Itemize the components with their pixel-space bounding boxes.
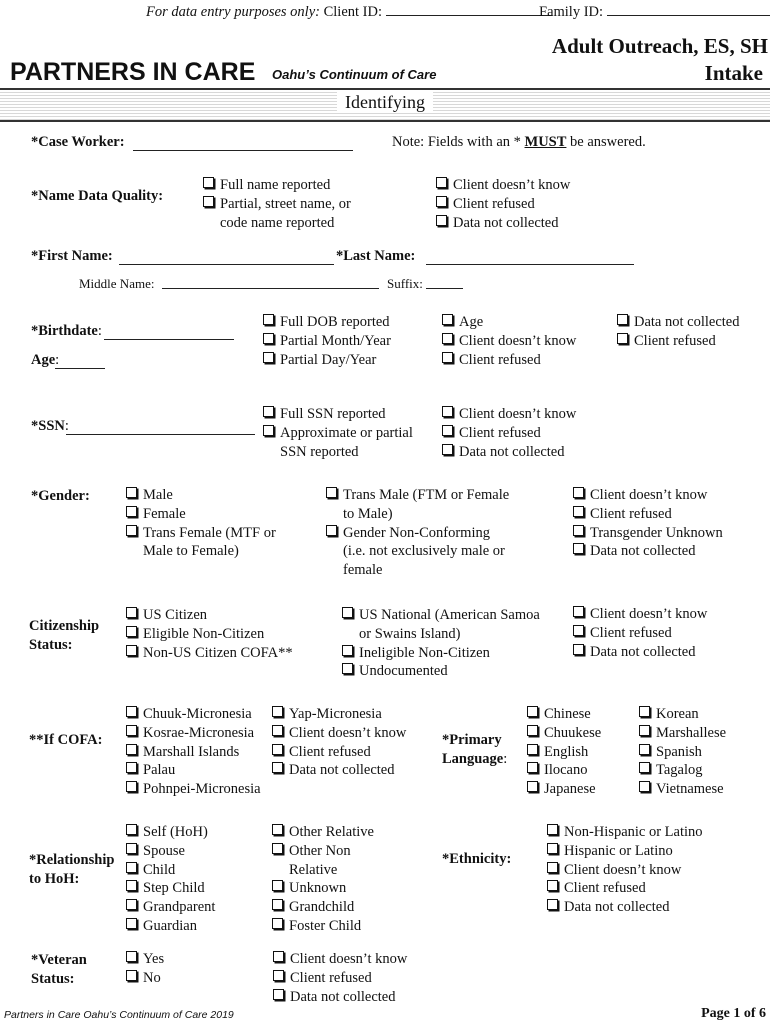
cofa-label: **If COFA: — [29, 732, 103, 748]
option-chinese[interactable]: Chinese — [527, 705, 601, 724]
checkbox[interactable] — [573, 525, 584, 536]
option-unknown[interactable]: Unknown — [272, 879, 374, 898]
checkbox[interactable] — [436, 215, 447, 226]
option-approximate-ssn[interactable]: Approximate or partial — [263, 424, 413, 443]
checkbox[interactable] — [442, 444, 453, 455]
checkbox[interactable] — [573, 487, 584, 498]
relationship-label: *Relationship to HoH: — [29, 852, 115, 887]
checkbox[interactable] — [273, 951, 284, 962]
cofa-col1 — [126, 705, 261, 799]
option-client-doesnt-know[interactable]: Client doesn’t know — [547, 861, 703, 880]
option-child[interactable]: Child — [126, 861, 215, 880]
option-client-refused[interactable]: Client refused — [573, 505, 723, 524]
checkbox[interactable] — [527, 744, 538, 755]
form-title-line1: Adult Outreach, ES, SH — [551, 34, 768, 58]
option-data-not-collected[interactable]: Data not collected — [573, 643, 707, 662]
option-eligible-non-citizen[interactable]: Eligible Non-Citizen — [126, 625, 293, 644]
primary-language-label: *Primary Language: — [442, 732, 508, 767]
option-data-not-collected[interactable]: Data not collected — [617, 313, 739, 332]
option-pohnpei[interactable]: Pohnpei-Micronesia — [126, 780, 261, 799]
option-partial-month-year[interactable]: Partial Month/Year — [263, 332, 391, 351]
checkbox[interactable] — [272, 744, 283, 755]
option-yes[interactable]: Yes — [126, 950, 164, 969]
option-full-ssn[interactable]: Full SSN reported — [263, 405, 413, 424]
option-gender-non-conforming-cont2: female — [343, 562, 383, 579]
option-client-refused[interactable]: Client refused — [547, 879, 703, 898]
required-note-prefix: Note: Fields with an * — [392, 134, 525, 150]
citizenship-col3 — [573, 605, 707, 661]
checkbox[interactable] — [342, 607, 353, 618]
option-data-not-collected[interactable]: Data not collected — [573, 542, 723, 561]
suffix-label: Suffix: — [387, 276, 423, 291]
option-partial-name-cont: code name reported — [220, 214, 335, 231]
section-title: Identifying — [337, 92, 433, 113]
checkbox[interactable] — [639, 706, 650, 717]
checkbox[interactable] — [273, 989, 284, 1000]
checkbox[interactable] — [617, 314, 628, 325]
relationship-col2 — [272, 823, 374, 936]
data-entry-line — [146, 3, 552, 21]
option-trans-female[interactable]: Trans Female (MTF or — [126, 524, 276, 543]
checkbox[interactable] — [442, 406, 453, 417]
option-client-refused[interactable]: Client refused — [436, 195, 570, 214]
option-other-non-relative[interactable]: Other Non — [272, 842, 374, 861]
required-note — [392, 134, 646, 151]
option-client-doesnt-know[interactable]: Client doesn’t know — [273, 950, 407, 969]
gender-col3 — [573, 486, 723, 561]
option-client-doesnt-know[interactable]: Client doesn’t know — [573, 486, 723, 505]
option-non-us-citizen-cofa[interactable]: Non-US Citizen COFA** — [126, 644, 293, 663]
veteran-col2 — [273, 950, 407, 1006]
birthdate-field[interactable] — [104, 327, 234, 340]
option-korean[interactable]: Korean — [639, 705, 726, 724]
required-note-suffix: be answered. — [566, 134, 646, 150]
option-female[interactable]: Female — [126, 505, 276, 524]
checkbox[interactable] — [126, 970, 137, 981]
section-banner — [0, 88, 770, 122]
checkbox[interactable] — [126, 951, 137, 962]
gender-col2 — [326, 486, 509, 580]
ssn-col1 — [263, 405, 413, 461]
required-note-must: MUST — [524, 134, 567, 150]
checkbox[interactable] — [126, 607, 137, 618]
checkbox[interactable] — [342, 645, 353, 656]
page-number: Page 1 of 6 — [701, 1006, 766, 1021]
checkbox[interactable] — [126, 880, 137, 891]
option-client-refused[interactable]: Client refused — [573, 624, 707, 643]
checkbox[interactable] — [573, 543, 584, 554]
option-us-citizen[interactable]: US Citizen — [126, 606, 293, 625]
client-id-label: Client ID: — [323, 4, 383, 20]
checkbox[interactable] — [527, 762, 538, 773]
checkbox[interactable] — [527, 706, 538, 717]
birthdate-label-line: *Birthdate: — [31, 323, 102, 339]
language-col1 — [527, 705, 601, 799]
checkbox[interactable] — [263, 425, 274, 436]
last-name-field[interactable] — [426, 252, 634, 265]
option-client-doesnt-know[interactable]: Client doesn’t know — [442, 405, 576, 424]
option-data-not-collected[interactable]: Data not collected — [272, 761, 406, 780]
checkbox[interactable] — [573, 625, 584, 636]
checkbox[interactable] — [272, 899, 283, 910]
cofa-col2 — [272, 705, 406, 780]
option-client-doesnt-know[interactable]: Client doesn’t know — [272, 724, 406, 743]
checkbox[interactable] — [126, 918, 137, 929]
option-client-refused[interactable]: Client refused — [617, 332, 739, 351]
family-id-label: Family ID: — [539, 4, 604, 20]
checkbox[interactable] — [272, 880, 283, 891]
option-spouse[interactable]: Spouse — [126, 842, 215, 861]
birthdate-col2 — [442, 313, 576, 369]
option-data-not-collected[interactable]: Data not collected — [547, 898, 703, 917]
option-client-refused[interactable]: Client refused — [272, 743, 406, 762]
option-grandchild[interactable]: Grandchild — [272, 898, 374, 917]
checkbox[interactable] — [547, 899, 558, 910]
option-grandparent[interactable]: Grandparent — [126, 898, 215, 917]
checkbox[interactable] — [126, 706, 137, 717]
checkbox[interactable] — [126, 762, 137, 773]
option-chuukese[interactable]: Chuukese — [527, 724, 601, 743]
checkbox[interactable] — [326, 525, 337, 536]
checkbox[interactable] — [272, 824, 283, 835]
checkbox[interactable] — [272, 762, 283, 773]
option-palau[interactable]: Palau — [126, 761, 261, 780]
option-other-relative[interactable]: Other Relative — [272, 823, 374, 842]
checkbox[interactable] — [126, 487, 137, 498]
first-name-field[interactable] — [119, 252, 334, 265]
checkbox[interactable] — [639, 781, 650, 792]
option-yap[interactable]: Yap-Micronesia — [272, 705, 406, 724]
name-quality-col1 — [203, 176, 351, 232]
gender-col1 — [126, 486, 276, 561]
client-id-field[interactable] — [386, 3, 552, 16]
gender-label: *Gender: — [31, 488, 90, 504]
checkbox[interactable] — [547, 862, 558, 873]
last-name-label: *Last Name: — [336, 248, 416, 264]
family-id-field[interactable] — [607, 3, 770, 16]
birthdate-col1 — [263, 313, 391, 369]
citizenship-label: Citizenship Status: — [29, 618, 100, 653]
option-self-hoh[interactable]: Self (HoH) — [126, 823, 215, 842]
ethnicity-label: *Ethnicity: — [442, 851, 512, 867]
option-gender-non-conforming-cont1: (i.e. not exclusively male or — [343, 543, 505, 560]
checkbox[interactable] — [527, 725, 538, 736]
checkbox[interactable] — [126, 645, 137, 656]
option-non-hispanic[interactable]: Non-Hispanic or Latino — [547, 823, 703, 842]
footer-left: Partners in Care Oahu’s Continuum of Care 2019 — [4, 1009, 234, 1021]
checkbox[interactable] — [272, 918, 283, 929]
option-trans-female-cont: Male to Female) — [143, 543, 239, 560]
middle-name-label: Middle Name: — [79, 276, 155, 291]
checkbox[interactable] — [126, 525, 137, 536]
checkbox[interactable] — [547, 880, 558, 891]
citizenship-col2 — [342, 606, 540, 681]
checkbox[interactable] — [342, 663, 353, 674]
language-col2 — [639, 705, 726, 799]
ssn-label: *SSN — [31, 418, 65, 434]
first-name-label: *First Name: — [31, 248, 113, 264]
option-transgender-unknown[interactable]: Transgender Unknown — [573, 524, 723, 543]
option-us-national[interactable]: US National (American Samoa — [342, 606, 540, 625]
checkbox[interactable] — [126, 899, 137, 910]
option-client-doesnt-know[interactable]: Client doesn’t know — [436, 176, 570, 195]
checkbox[interactable] — [126, 725, 137, 736]
checkbox[interactable] — [436, 177, 447, 188]
option-full-dob[interactable]: Full DOB reported — [263, 313, 391, 332]
checkbox[interactable] — [573, 606, 584, 617]
option-approximate-ssn-cont: SSN reported — [280, 443, 359, 460]
checkbox[interactable] — [547, 843, 558, 854]
checkbox[interactable] — [273, 970, 284, 981]
checkbox[interactable] — [126, 843, 137, 854]
checkbox[interactable] — [272, 725, 283, 736]
veteran-label: *Veteran Status: — [31, 952, 87, 987]
birthdate-col3 — [617, 313, 739, 351]
checkbox[interactable] — [639, 744, 650, 755]
birthdate-label: *Birthdate — [31, 323, 98, 339]
middle-name-field[interactable] — [162, 277, 379, 289]
checkbox[interactable] — [617, 333, 628, 344]
checkbox[interactable] — [126, 862, 137, 873]
form-title-line2: Intake — [704, 61, 763, 85]
option-other-non-relative-cont: Relative — [289, 861, 338, 878]
option-data-not-collected[interactable]: Data not collected — [442, 443, 576, 462]
option-trans-male[interactable]: Trans Male (FTM or Female — [326, 486, 509, 505]
checkbox[interactable] — [547, 824, 558, 835]
checkbox[interactable] — [263, 333, 274, 344]
option-chuuk[interactable]: Chuuk-Micronesia — [126, 705, 261, 724]
option-guardian[interactable]: Guardian — [126, 917, 215, 936]
case-worker-label: *Case Worker: — [31, 134, 125, 150]
option-tagalog[interactable]: Tagalog — [639, 761, 726, 780]
option-marshall-islands[interactable]: Marshall Islands — [126, 743, 261, 762]
option-client-refused[interactable]: Client refused — [273, 969, 407, 988]
option-client-doesnt-know[interactable]: Client doesn’t know — [442, 332, 576, 351]
option-partial-day-year[interactable]: Partial Day/Year — [263, 351, 391, 370]
checkbox[interactable] — [442, 352, 453, 363]
checkbox[interactable] — [126, 744, 137, 755]
age-field[interactable] — [55, 356, 105, 369]
option-ilocano[interactable]: Ilocano — [527, 761, 601, 780]
ssn-field[interactable] — [66, 422, 255, 435]
checkbox[interactable] — [263, 352, 274, 363]
relationship-col1 — [126, 823, 215, 936]
option-japanese[interactable]: Japanese — [527, 780, 601, 799]
checkbox[interactable] — [436, 196, 447, 207]
checkbox[interactable] — [203, 177, 214, 188]
checkbox[interactable] — [442, 333, 453, 344]
option-partial-name[interactable]: Partial, street name, or — [203, 195, 351, 214]
option-undocumented[interactable]: Undocumented — [342, 662, 540, 681]
option-kosrae[interactable]: Kosrae-Micronesia — [126, 724, 261, 743]
checkbox[interactable] — [573, 506, 584, 517]
checkbox[interactable] — [442, 314, 453, 325]
veteran-col1 — [126, 950, 164, 988]
option-foster-child[interactable]: Foster Child — [272, 917, 374, 936]
checkbox[interactable] — [126, 781, 137, 792]
option-client-refused[interactable]: Client refused — [442, 351, 576, 370]
checkbox[interactable] — [442, 425, 453, 436]
option-data-not-collected[interactable]: Data not collected — [436, 214, 570, 233]
checkbox[interactable] — [639, 725, 650, 736]
option-marshallese[interactable]: Marshallese — [639, 724, 726, 743]
option-gender-non-conforming[interactable]: Gender Non-Conforming — [326, 524, 509, 543]
option-us-national-cont: or Swains Island) — [359, 625, 461, 642]
name-quality-label: *Name Data Quality: — [31, 188, 164, 204]
org-name: PARTNERS IN CARE — [10, 58, 256, 86]
checkbox[interactable] — [639, 762, 650, 773]
option-english[interactable]: English — [527, 743, 601, 762]
option-data-not-collected[interactable]: Data not collected — [273, 988, 407, 1007]
checkbox[interactable] — [126, 626, 137, 637]
option-no[interactable]: No — [126, 969, 164, 988]
checkbox[interactable] — [126, 506, 137, 517]
option-client-refused[interactable]: Client refused — [442, 424, 576, 443]
checkbox[interactable] — [272, 706, 283, 717]
case-worker-field[interactable] — [133, 138, 353, 151]
data-entry-note: For data entry purposes only: — [146, 4, 320, 20]
option-vietnamese[interactable]: Vietnamese — [639, 780, 726, 799]
ethnicity-options — [547, 823, 703, 917]
suffix-field[interactable] — [426, 277, 463, 289]
citizenship-col1 — [126, 606, 293, 662]
ssn-label-line: *SSN: — [31, 418, 69, 434]
checkbox[interactable] — [263, 314, 274, 325]
option-client-doesnt-know[interactable]: Client doesn’t know — [573, 605, 707, 624]
checkbox[interactable] — [272, 843, 283, 854]
age-label: Age — [31, 352, 56, 368]
name-quality-col2 — [436, 176, 570, 232]
age-label-line: Age: — [31, 352, 60, 368]
option-age[interactable]: Age — [442, 313, 576, 332]
option-male[interactable]: Male — [126, 486, 276, 505]
checkbox[interactable] — [573, 644, 584, 655]
org-tagline: Oahu’s Continuum of Care — [272, 67, 437, 82]
option-spanish[interactable]: Spanish — [639, 743, 726, 762]
option-ineligible-non-citizen[interactable]: Ineligible Non-Citizen — [342, 644, 540, 663]
option-trans-male-cont: to Male) — [343, 505, 393, 522]
family-id-line — [539, 3, 770, 21]
checkbox[interactable] — [263, 406, 274, 417]
checkbox[interactable] — [326, 487, 337, 498]
option-hispanic[interactable]: Hispanic or Latino — [547, 842, 703, 861]
option-full-name[interactable]: Full name reported — [203, 176, 351, 195]
ssn-col2 — [442, 405, 576, 461]
option-step-child[interactable]: Step Child — [126, 879, 215, 898]
checkbox[interactable] — [527, 781, 538, 792]
checkbox[interactable] — [126, 824, 137, 835]
checkbox[interactable] — [203, 196, 214, 207]
